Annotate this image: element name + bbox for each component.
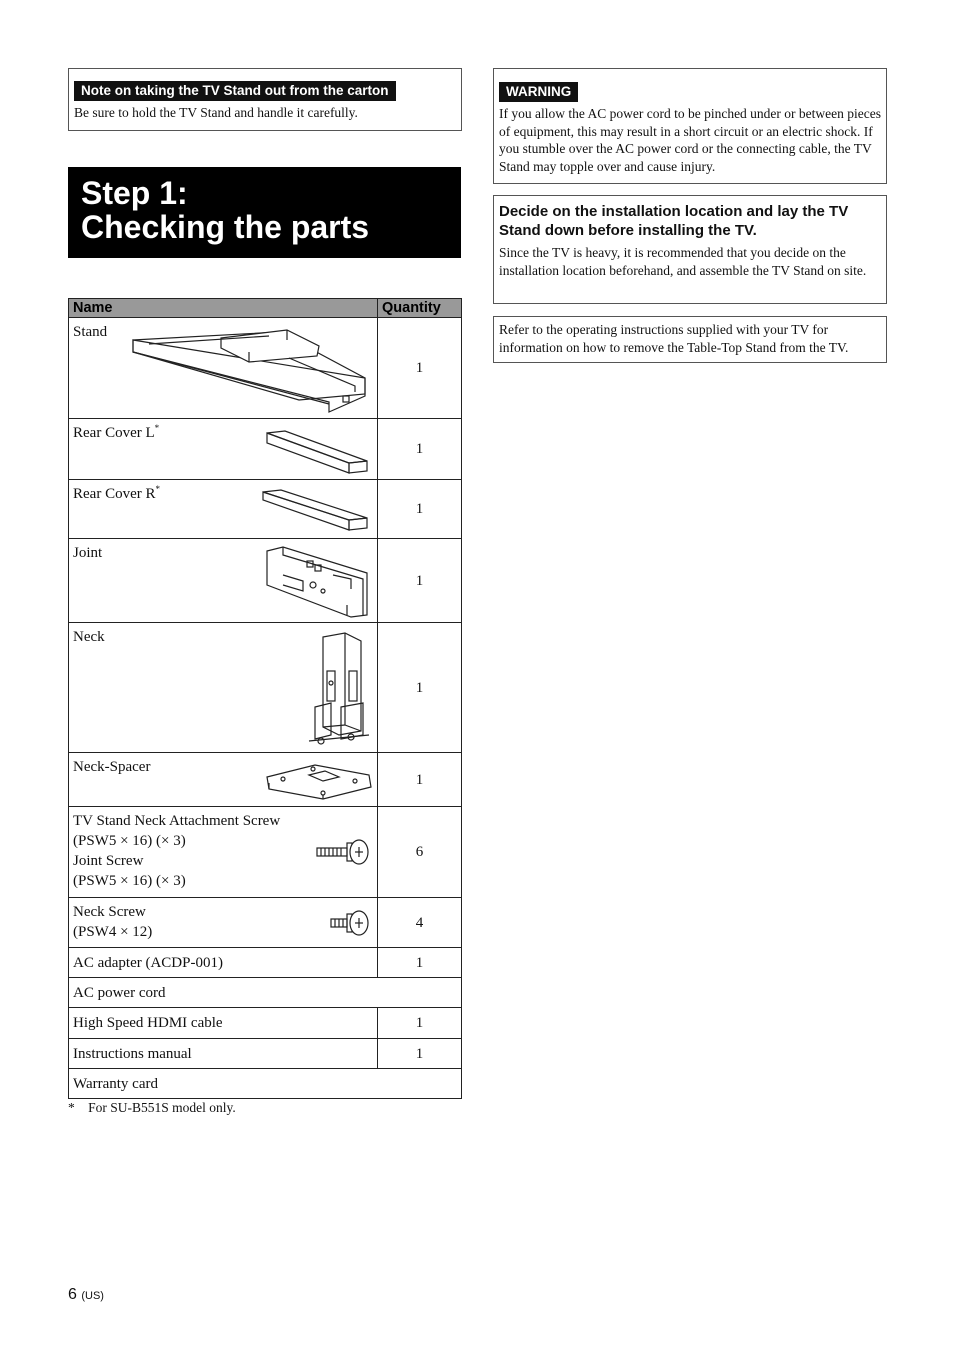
table-row bbox=[69, 807, 462, 898]
warning-text: If you allow the AC power cord to be pinched under or between pieces of equipment, this may result in a short circuit or an electric shock. If you stumble over the AC power cord or the connecting cable, the TV Stand may topple over and cause injury. bbox=[499, 106, 882, 174]
note-text: Be sure to hold the TV Stand and handle it carefully. bbox=[74, 105, 358, 120]
table-row bbox=[69, 898, 462, 948]
step-banner bbox=[68, 167, 461, 258]
cell-quantity: 1 bbox=[378, 539, 462, 623]
cell-name bbox=[69, 1069, 462, 1099]
part-name-line: TV Stand Neck Attachment Screw bbox=[73, 813, 281, 829]
table-row bbox=[69, 978, 462, 1008]
table-row bbox=[69, 1008, 462, 1039]
table-row bbox=[69, 318, 462, 419]
warning-tag: WARNING bbox=[499, 82, 578, 102]
part-name: Warranty card bbox=[73, 1075, 158, 1092]
refer-box bbox=[493, 316, 887, 363]
footnote-mark: * bbox=[68, 1100, 75, 1115]
cell-name bbox=[69, 978, 462, 1008]
part-name: Neck-Spacer bbox=[73, 759, 151, 775]
table-row bbox=[69, 753, 462, 807]
cell-quantity: 1 bbox=[378, 318, 462, 419]
part-name: Rear Cover L bbox=[73, 425, 155, 441]
part-name: AC adapter (ACDP-001) bbox=[73, 954, 223, 971]
cell-name bbox=[69, 539, 378, 623]
page-region: (US) bbox=[81, 1290, 104, 1302]
cell-quantity: 1 bbox=[378, 480, 462, 539]
step-title-line2: Checking the parts bbox=[81, 209, 370, 245]
part-name-line: Joint Screw bbox=[73, 853, 144, 869]
part-name-line: (PSW5 × 16) (× 3) bbox=[73, 873, 186, 889]
cell-name bbox=[69, 1039, 378, 1069]
footnote-marker: * bbox=[155, 484, 160, 494]
cell-name bbox=[69, 419, 378, 480]
note-tag: Note on taking the TV Stand out from the carton bbox=[74, 81, 396, 101]
cell-name bbox=[69, 948, 378, 978]
refer-text: Refer to the operating instructions supplied with your TV for information on how to remove the Table-Top Stand from the TV. bbox=[499, 322, 849, 355]
cell-name bbox=[69, 1008, 378, 1039]
cell-name bbox=[69, 807, 378, 898]
part-name-line: Neck Screw bbox=[73, 904, 146, 920]
step-title-line1: Step 1: bbox=[81, 175, 188, 211]
table-row bbox=[69, 480, 462, 539]
cell-quantity: 1 bbox=[378, 1039, 462, 1069]
footnote-marker: * bbox=[154, 423, 160, 433]
cell-name bbox=[69, 318, 378, 419]
page-number bbox=[68, 1286, 104, 1304]
footnote-text: For SU-B551S model only. bbox=[88, 1100, 236, 1115]
note-box bbox=[68, 68, 462, 131]
table-row bbox=[69, 623, 462, 753]
decide-box bbox=[493, 195, 887, 304]
table-row bbox=[69, 1069, 462, 1099]
cell-name bbox=[69, 753, 378, 807]
cell-quantity: 6 bbox=[378, 807, 462, 898]
decide-heading: Decide on the installation location and lay the TV Stand down before installing the TV. bbox=[499, 203, 849, 239]
part-name: AC power cord bbox=[73, 984, 166, 1001]
neck-illustration bbox=[305, 631, 373, 749]
table-row bbox=[69, 419, 462, 480]
header-quantity: Quantity bbox=[378, 299, 462, 318]
cell-name bbox=[69, 480, 378, 539]
cell-quantity: 4 bbox=[378, 898, 462, 948]
part-name-line: (PSW4 × 12) bbox=[73, 924, 153, 940]
cell-quantity: 1 bbox=[378, 419, 462, 480]
cell-name bbox=[69, 898, 378, 948]
parts-table bbox=[68, 298, 462, 1099]
part-name: Rear Cover R bbox=[73, 486, 156, 502]
table-row bbox=[69, 1039, 462, 1069]
part-name: Joint bbox=[73, 545, 103, 561]
part-name: Instructions manual bbox=[73, 1045, 192, 1062]
page-number-value: 6 bbox=[68, 1286, 77, 1303]
warning-box bbox=[493, 68, 887, 184]
part-name: Neck bbox=[73, 629, 105, 645]
part-name: High Speed HDMI cable bbox=[73, 1015, 223, 1031]
table-header-row bbox=[69, 299, 462, 318]
table-row bbox=[69, 948, 462, 978]
footnote bbox=[68, 1100, 236, 1116]
part-name: Stand bbox=[73, 324, 108, 340]
cell-quantity: 1 bbox=[378, 753, 462, 807]
cell-name bbox=[69, 623, 378, 753]
cell-quantity: 1 bbox=[378, 1008, 462, 1039]
part-name-line: (PSW5 × 16) (× 3) bbox=[73, 833, 186, 849]
decide-text: Since the TV is heavy, it is recommended that you decide on the installation location beforehand, and assemble the TV Stand on site. bbox=[499, 245, 867, 278]
cell-quantity: 1 bbox=[378, 948, 462, 978]
table-row bbox=[69, 539, 462, 623]
cell-quantity: 1 bbox=[378, 623, 462, 753]
header-name: Name bbox=[69, 299, 378, 318]
